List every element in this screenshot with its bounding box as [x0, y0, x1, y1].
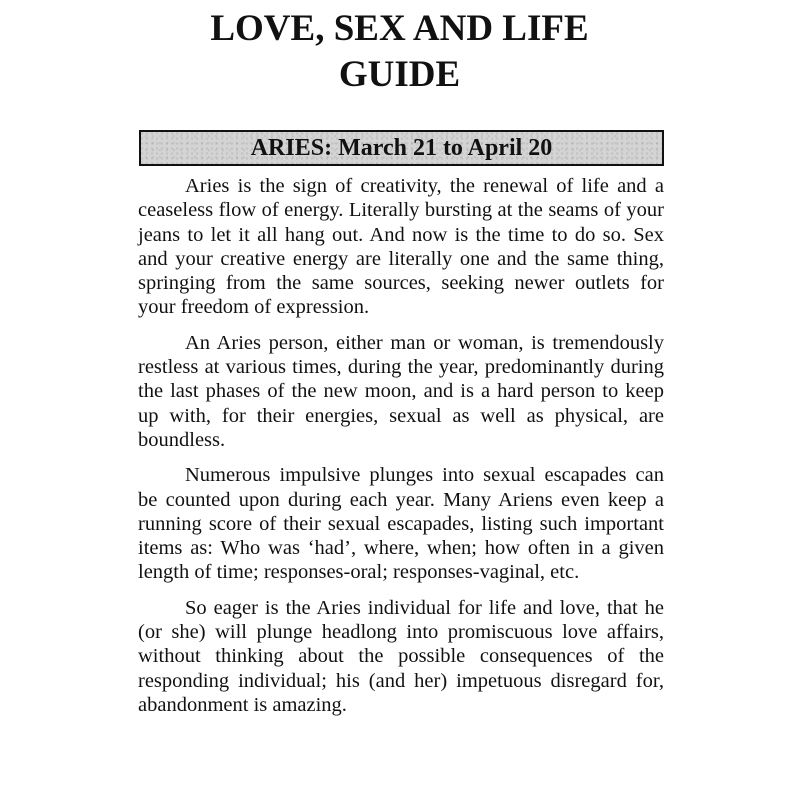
page-title-line-2: GUIDE [338, 54, 461, 95]
paragraph-2: An Aries person, either man or woman, is tremendously restless at various times, during the year, predominantly during the last phases of the new moon, and is a hard person to keep up with, for their energies, sexual as well as physical, are boundless. [138, 331, 664, 451]
page-title-line-1: LOVE, SEX AND LIFE [210, 8, 589, 49]
paragraph-1: Aries is the sign of creativity, the renewal of life and a ceaseless flow of energy. Literally bursting at the seams of your jeans to let it all hang out. And now is the time to do so. Sex and your creative energy are literally one and the same thing, springing from the same sources, seeking newer outlets for your freedom of expression. [138, 175, 664, 319]
section-heading: ARIES: March 21 to April 20 [250, 135, 553, 161]
paragraph-4: So eager is the Aries individual for life and love, that he (or she) will plunge headlong into promiscuous love affairs, without thinking about the possible consequences of the responding individual; his (and her) impetuous disregard for, abandonment is amazing. [138, 596, 664, 716]
section-heading-banner [139, 130, 664, 166]
body-text [138, 174, 664, 728]
paragraph-3: Numerous impulsive plunges into sexual escapades can be counted upon during each year. Many Ariens even keep a running score of their sexual escapades, listing such important items as: Who was ‘had’, where, when; how often in a given length of time; responses-oral; responses-vaginal, etc. [138, 464, 664, 584]
page-title [0, 6, 799, 98]
